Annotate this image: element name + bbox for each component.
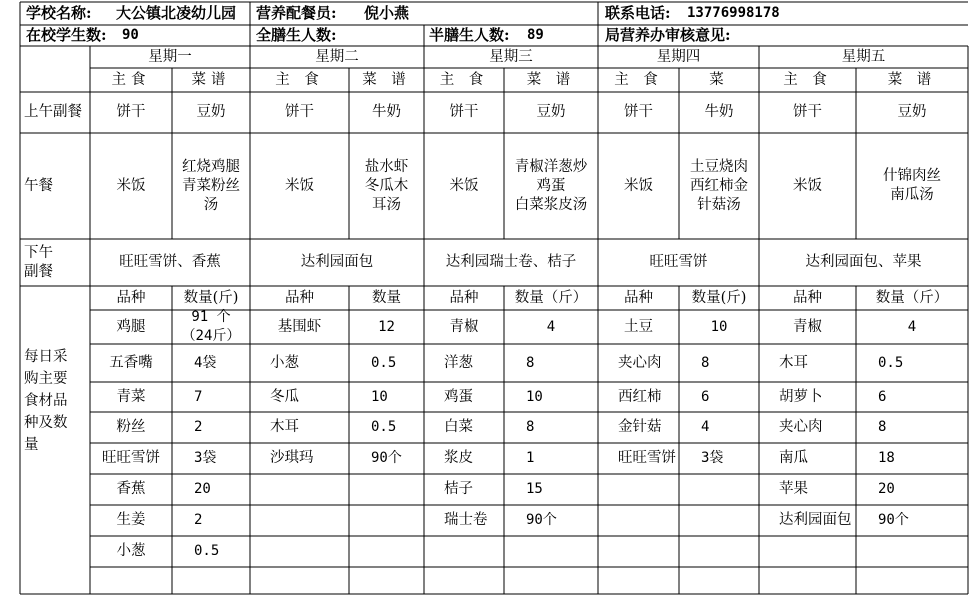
purchase-header: 品种 xyxy=(624,289,653,306)
ingredient-quantity: 2 xyxy=(194,512,203,528)
ingredient-name: 鸡蛋 xyxy=(444,388,473,405)
phone-label: 联系电话: xyxy=(605,4,671,22)
morning-item: 牛奶 xyxy=(372,104,401,120)
sub-header: 菜谱 xyxy=(191,71,231,88)
ingredient-name: 小葱 xyxy=(270,354,299,371)
school-name-value: 大公镇北凌幼儿园 xyxy=(116,4,237,22)
ingredient-name: 洋葱 xyxy=(444,354,473,371)
day-header: 星期三 xyxy=(489,48,533,65)
sub-header: 主 食 xyxy=(783,71,832,88)
purchase-header: 品种 xyxy=(116,289,146,306)
ingredient-quantity xyxy=(349,536,424,567)
ingredient-quantity: 3袋 xyxy=(701,450,724,466)
ingredient-quantity: 8 xyxy=(878,419,887,435)
ingredient-name: 基围虾 xyxy=(277,318,322,335)
morning-item: 牛奶 xyxy=(704,104,734,120)
morning-snack-label: 上午副餐 xyxy=(24,104,82,120)
day-header: 星期四 xyxy=(656,48,701,65)
ingredient-quantity: 1 xyxy=(526,450,535,466)
ingredient-quantity: 8 xyxy=(526,354,535,371)
lunch-item: 米饭 xyxy=(285,177,314,194)
half-meal-label: 半膳生人数: xyxy=(429,26,510,44)
students-label: 在校学生数: xyxy=(26,26,107,44)
ingredient-quantity: 0.5 xyxy=(194,543,220,559)
ingredient-quantity: 90个 xyxy=(371,450,402,466)
ingredient-quantity xyxy=(856,536,968,567)
ingredient-quantity: 8 xyxy=(526,419,535,435)
purchase-header: 品种 xyxy=(793,289,822,306)
morning-item: 豆奶 xyxy=(536,104,566,120)
ingredient-quantity: 91 个 （24斤） xyxy=(181,309,241,344)
ingredient-quantity: 0.5 xyxy=(371,354,397,371)
ingredient-quantity: 8 xyxy=(701,354,710,371)
sub-header: 主 食 xyxy=(275,71,324,88)
purchase-label: 每日采 购主要 食材品 种及数 量 xyxy=(24,349,68,453)
morning-item: 饼干 xyxy=(449,104,479,120)
ingredient-name: 小葱 xyxy=(116,543,146,559)
lunch-item: 红烧鸡腿 青菜粉丝 汤 xyxy=(182,158,240,213)
ingredient-name xyxy=(424,536,504,567)
full-meal-value xyxy=(350,25,424,46)
ingredient-quantity: 10 xyxy=(526,388,543,405)
students-value: 90 xyxy=(122,27,139,43)
lunch-item: 米饭 xyxy=(116,177,146,194)
sub-header: 主 食 xyxy=(614,71,663,88)
ingredient-name xyxy=(598,474,679,505)
ingredient-name: 木耳 xyxy=(779,354,808,371)
ingredient-name xyxy=(250,505,349,536)
afternoon-snack-label: 下午 副餐 xyxy=(24,244,53,280)
sub-header: 主 食 xyxy=(439,71,489,88)
sub-header: 主食 xyxy=(111,71,151,88)
ingredient-quantity: 90个 xyxy=(526,512,557,528)
ingredient-quantity: 6 xyxy=(878,388,887,405)
ingredient-name: 香蕉 xyxy=(116,481,146,497)
ingredient-quantity: 10 xyxy=(371,388,388,405)
ingredient-quantity: 4 xyxy=(701,419,710,435)
purchase-header: 数量 xyxy=(372,289,401,306)
ingredient-name: 青菜 xyxy=(116,388,146,405)
ingredient-name: 白菜 xyxy=(444,419,473,435)
ingredient-quantity: 18 xyxy=(878,450,895,466)
lunch-item: 米饭 xyxy=(793,177,822,194)
ingredient-name xyxy=(598,505,679,536)
ingredient-name: 苹果 xyxy=(779,481,808,497)
lunch-item: 盐水虾 冬瓜木 耳汤 xyxy=(364,158,409,213)
morning-item: 饼干 xyxy=(624,104,653,120)
ingredient-name xyxy=(250,474,349,505)
ingredient-quantity: 4 xyxy=(907,318,917,335)
ingredient-quantity xyxy=(349,505,424,536)
ingredient-name: 桔子 xyxy=(444,481,473,497)
ingredient-quantity: 20 xyxy=(878,481,895,497)
sub-header: 菜 谱 xyxy=(362,71,411,88)
ingredient-name: 旺旺雪饼 xyxy=(102,450,160,466)
ingredient-quantity: 2 xyxy=(194,419,203,435)
lunch-item: 什锦肉丝 南瓜汤 xyxy=(883,168,941,203)
dietitian-value: 倪小燕 xyxy=(364,4,410,22)
ingredient-name: 粉丝 xyxy=(116,419,146,435)
purchase-header: 数量(斤) xyxy=(691,289,747,306)
ingredient-name: 沙琪玛 xyxy=(270,450,314,466)
ingredient-quantity: 15 xyxy=(526,481,543,497)
ingredient-quantity xyxy=(679,505,759,536)
ingredient-name: 浆皮 xyxy=(444,450,473,466)
morning-item: 豆奶 xyxy=(897,104,927,120)
ingredient-quantity: 90个 xyxy=(878,512,909,528)
purchase-header: 品种 xyxy=(285,289,314,306)
ingredient-name: 夹心肉 xyxy=(618,354,662,371)
ingredient-quantity: 6 xyxy=(701,388,710,405)
ingredient-name: 生姜 xyxy=(116,512,146,528)
afternoon-item: 达利园面包、苹果 xyxy=(805,254,922,270)
sub-header: 菜 谱 xyxy=(887,71,937,88)
ingredient-quantity: 4 xyxy=(546,318,556,335)
sub-header: 菜 xyxy=(709,71,729,88)
ingredient-name xyxy=(250,536,349,567)
ingredient-quantity: 20 xyxy=(194,481,211,497)
ingredient-quantity: 0.5 xyxy=(371,419,397,435)
review-value xyxy=(760,25,968,46)
sub-header: 菜 谱 xyxy=(526,71,576,88)
phone-value: 13776998178 xyxy=(687,5,780,21)
ingredient-name: 旺旺雪饼 xyxy=(618,450,676,466)
afternoon-item: 旺旺雪饼、香蕉 xyxy=(119,254,221,270)
ingredient-name: 木耳 xyxy=(270,419,299,435)
dietitian-label: 营养配餐员: xyxy=(256,4,337,22)
ingredient-name: 金针菇 xyxy=(618,419,662,435)
ingredient-quantity xyxy=(679,536,759,567)
afternoon-item: 达利园面包 xyxy=(300,254,374,270)
ingredient-quantity: 12 xyxy=(378,318,395,335)
lunch-item: 米饭 xyxy=(449,177,479,194)
ingredient-name: 达利园面包 xyxy=(779,512,852,528)
lunch-label: 午餐 xyxy=(24,177,53,194)
day-header: 星期二 xyxy=(315,48,359,65)
purchase-header: 品种 xyxy=(449,289,479,306)
purchase-header: 数量(斤) xyxy=(183,289,239,306)
ingredient-name xyxy=(598,536,679,567)
ingredient-name: 青椒 xyxy=(793,318,822,335)
ingredient-name: 青椒 xyxy=(449,318,479,335)
ingredient-quantity: 7 xyxy=(194,388,203,405)
ingredient-name: 冬瓜 xyxy=(270,388,299,405)
afternoon-item: 达利园瑞士卷、桔子 xyxy=(445,254,577,270)
morning-item: 饼干 xyxy=(793,104,822,120)
ingredient-quantity: 0.5 xyxy=(878,354,904,371)
ingredient-name: 南瓜 xyxy=(779,450,808,466)
full-meal-label: 全膳生人数: xyxy=(256,26,337,44)
ingredient-quantity: 4袋 xyxy=(194,354,217,371)
morning-item: 豆奶 xyxy=(196,104,226,120)
ingredient-quantity xyxy=(679,474,759,505)
ingredient-name xyxy=(759,536,856,567)
ingredient-quantity xyxy=(349,474,424,505)
review-label: 局营养办审核意见: xyxy=(605,26,731,44)
ingredient-quantity: 3袋 xyxy=(194,450,217,466)
purchase-header: 数量（斤） xyxy=(514,289,588,306)
day-header: 星期一 xyxy=(148,48,192,65)
ingredient-name: 鸡腿 xyxy=(116,318,146,335)
ingredient-name: 夹心肉 xyxy=(779,419,823,435)
school-name-label: 学校名称: xyxy=(26,4,92,22)
lunch-item: 青椒洋葱炒 鸡蛋 白菜浆皮汤 xyxy=(514,158,588,213)
lunch-item: 米饭 xyxy=(624,177,653,194)
ingredient-quantity: 10 xyxy=(710,318,728,335)
day-header: 星期五 xyxy=(841,48,886,65)
ingredient-quantity xyxy=(504,536,598,567)
purchase-header: 数量（斤） xyxy=(875,289,949,306)
morning-item: 饼干 xyxy=(116,104,146,120)
ingredient-name: 瑞士卷 xyxy=(444,512,488,528)
afternoon-item: 旺旺雪饼 xyxy=(649,254,708,270)
ingredient-name: 五香嘴 xyxy=(109,354,153,371)
ingredient-name: 西红柿 xyxy=(618,388,662,405)
ingredient-name: 土豆 xyxy=(624,318,653,335)
morning-item: 饼干 xyxy=(285,104,314,120)
ingredient-name: 胡萝卜 xyxy=(779,388,823,405)
half-meal-value: 89 xyxy=(527,27,544,43)
lunch-item: 土豆烧肉 西红柿金 针菇汤 xyxy=(690,158,748,213)
